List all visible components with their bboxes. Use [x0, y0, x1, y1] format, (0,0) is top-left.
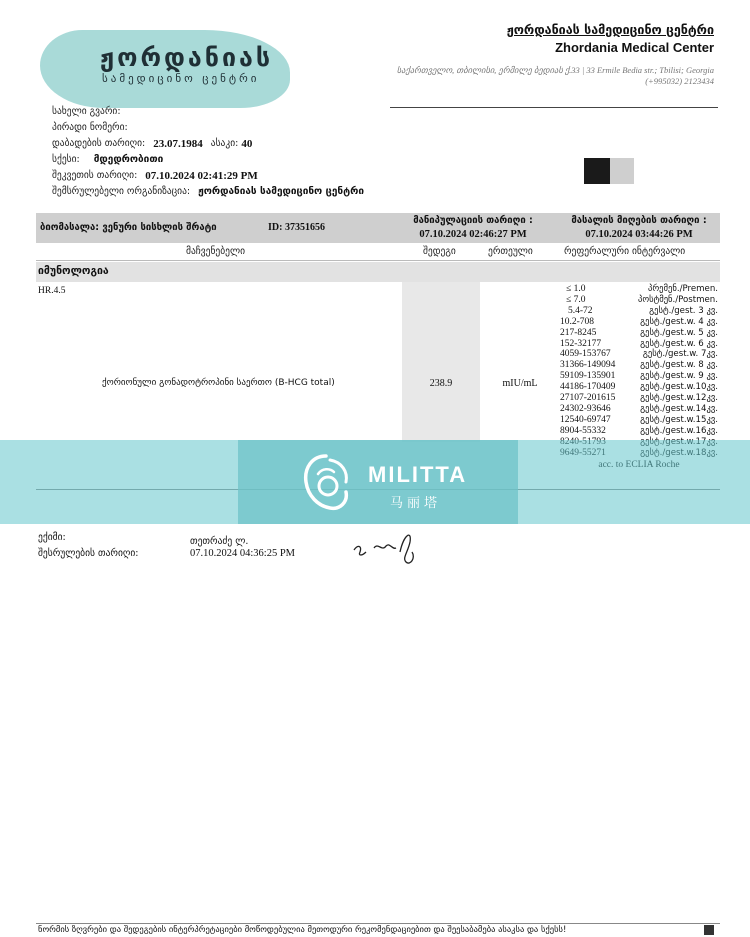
reference-label: გესტ./gest.w. 9 კვ. [640, 371, 718, 382]
section-title: იმუნოლოგია [38, 265, 109, 277]
order-date-value: 07.10.2024 02:41:29 PM [145, 170, 258, 182]
reference-label: გესტ./gest.w.16კვ. [640, 425, 718, 436]
dob-value: 23.07.1984 [153, 138, 203, 150]
reference-label: გესტ./gest.w.15კვ. [640, 414, 718, 425]
test-code: HR.4.5 [38, 286, 66, 296]
col-result: შედეგი [423, 246, 456, 257]
reference-range: 12540-69747 [560, 414, 611, 425]
clinic-address [397, 65, 714, 87]
reference-row [560, 284, 718, 295]
reference-row [560, 339, 718, 350]
reference-row [560, 295, 718, 306]
test-name: ქორიონული გონადოტროპინი საერთო (B-HCG total) [102, 378, 335, 388]
reference-row [560, 404, 718, 415]
reference-label: გესტ./gest.w.12კვ. [640, 393, 718, 404]
reference-range: ≤ 7.0 [566, 294, 586, 305]
sex-label: სქესი: [52, 154, 80, 165]
reference-row [560, 415, 718, 426]
logo-title: ჟორდანიას [100, 43, 274, 72]
dob-row [52, 136, 364, 152]
patient-name-label: სახელი გვარი: [52, 106, 121, 117]
sample-type: ბიომასალა: ვენური სისხლის შრატი [40, 222, 217, 233]
reference-range: 5.4-72 [568, 305, 593, 316]
reference-range: 44186-170409 [560, 382, 616, 393]
patient-id-label: პირადი ნომერი: [52, 122, 128, 133]
sex-row [52, 152, 364, 168]
test-unit: mIU/mL [502, 378, 538, 389]
org-row [52, 184, 364, 200]
test-result: 238.9 [429, 378, 453, 389]
age-value: 40 [241, 138, 253, 150]
column-headers [36, 243, 720, 261]
phone-line: (+995032) 2123434 [645, 76, 714, 86]
doctor-signature [350, 528, 430, 568]
age-label: ასაკი: [210, 138, 239, 149]
patient-id-row [52, 120, 364, 136]
manipulation-date-label: მანიპულაციის თარიღი : [413, 215, 533, 226]
clinic-name-en: Zhordania Medical Center [555, 40, 714, 55]
col-unit: ერთეული [488, 246, 533, 257]
clinic-name-ka: ჟორდანიას სამედიცინო ცენტრი [506, 22, 714, 37]
reference-range: ≤ 1.0 [566, 284, 586, 294]
reference-label: გესტ./gest.w. 7კვ. [642, 349, 718, 360]
received-date-label: მასალის მიღების თარიღი : [571, 215, 707, 226]
patient-name-row [52, 104, 364, 120]
reference-label: გესტ./gest.w. 4 კვ. [640, 316, 718, 327]
reference-row [560, 349, 718, 360]
col-reference: რეფერალური ინტერვალი [564, 246, 686, 257]
result-cell-bg [402, 282, 480, 442]
manipulation-date [408, 214, 538, 242]
received-date [564, 214, 714, 242]
logo-subtitle: სამედიცინო ცენტრი [102, 72, 260, 85]
manipulation-date-value: 07.10.2024 02:46:27 PM [419, 229, 527, 240]
reference-range: 59109-135901 [560, 371, 616, 382]
patient-info [52, 104, 364, 200]
doctor-value: თეთრაძე ლ. [190, 536, 249, 547]
disclaimer-note: ნორმის ზღვრები და შედეგების ინტერპრეტაციები მოწოდებულია მეთოდური რეკომენდაციებით და შეესაბამება ასაკსა და სქესს! [38, 925, 567, 935]
reference-range: 31366-149094 [560, 360, 616, 371]
order-date-row [52, 168, 364, 184]
received-date-value: 07.10.2024 03:44:26 PM [585, 229, 693, 240]
org-value: ჟორდანიას სამედიცინო ცენტრი [198, 186, 364, 197]
address-line: საქართველო, თბილისი, ერმილე ბედიას ქ.33 | 33 Ermile Bedia str.; Tbilisi; Georgia [396, 65, 714, 75]
reference-label: გესტ./gest.w. 5 კვ. [640, 327, 718, 338]
reference-row [560, 306, 718, 317]
reference-row [560, 371, 718, 382]
reference-row [560, 328, 718, 339]
reference-label: გესტ./gest.w.14კვ. [640, 403, 718, 414]
reference-range: 27107-201615 [560, 393, 616, 404]
reference-label: გესტ./gest.w.10კვ. [640, 382, 718, 393]
reference-row [560, 426, 718, 437]
reference-label: პოსტმენ./Postmen. [637, 294, 718, 305]
reference-label: გესტ./gest.w. 6 კვ. [640, 338, 718, 349]
reference-range: 152-32177 [560, 338, 602, 349]
dob-label: დაბადების თარიღი: [52, 138, 146, 149]
col-indicator: მაჩვენებელი [186, 246, 246, 257]
clinic-header [397, 22, 714, 87]
reference-row [560, 393, 718, 404]
mother-baby-icon [296, 450, 356, 514]
watermark-chinese: 马丽塔 [390, 496, 442, 511]
corner-mark [704, 925, 714, 935]
reference-list [560, 284, 718, 459]
reference-range: 217-8245 [560, 327, 597, 338]
reference-range: 4059-153767 [560, 349, 611, 360]
order-date-label: შეკვეთის თარიღი: [52, 170, 138, 181]
org-label: შემსრულებელი ორგანიზაცია: [52, 186, 191, 197]
reference-label: გესტ./gest.w. 8 კვ. [640, 360, 718, 371]
sample-id: ID: 37351656 [268, 222, 325, 233]
reference-label: გესტ./gest. 3 კვ. [649, 305, 718, 316]
doctor-label: ექიმი: [38, 532, 66, 543]
section-header [36, 262, 720, 282]
exec-date-label: შესრულების თარიღი: [38, 548, 139, 559]
page-bottom-rule [36, 923, 720, 924]
reference-row [560, 317, 718, 328]
reference-row [560, 382, 718, 393]
reference-label: პრემენ./Premen. [647, 284, 718, 294]
reference-range: 10.2-708 [560, 316, 595, 327]
reference-range: 8904-55332 [560, 425, 606, 436]
reference-range: 24302-93646 [560, 403, 611, 414]
header-divider [390, 107, 718, 108]
watermark-name: MILITTA [368, 462, 468, 487]
barcode-mark [584, 158, 610, 184]
clinic-logo [100, 44, 273, 86]
sex-value: მდედრობითი [93, 154, 164, 165]
sample-header-bar [36, 213, 720, 243]
reference-row [560, 360, 718, 371]
exec-date-value: 07.10.2024 04:36:25 PM [190, 548, 296, 559]
barcode-mark-light [610, 158, 634, 184]
